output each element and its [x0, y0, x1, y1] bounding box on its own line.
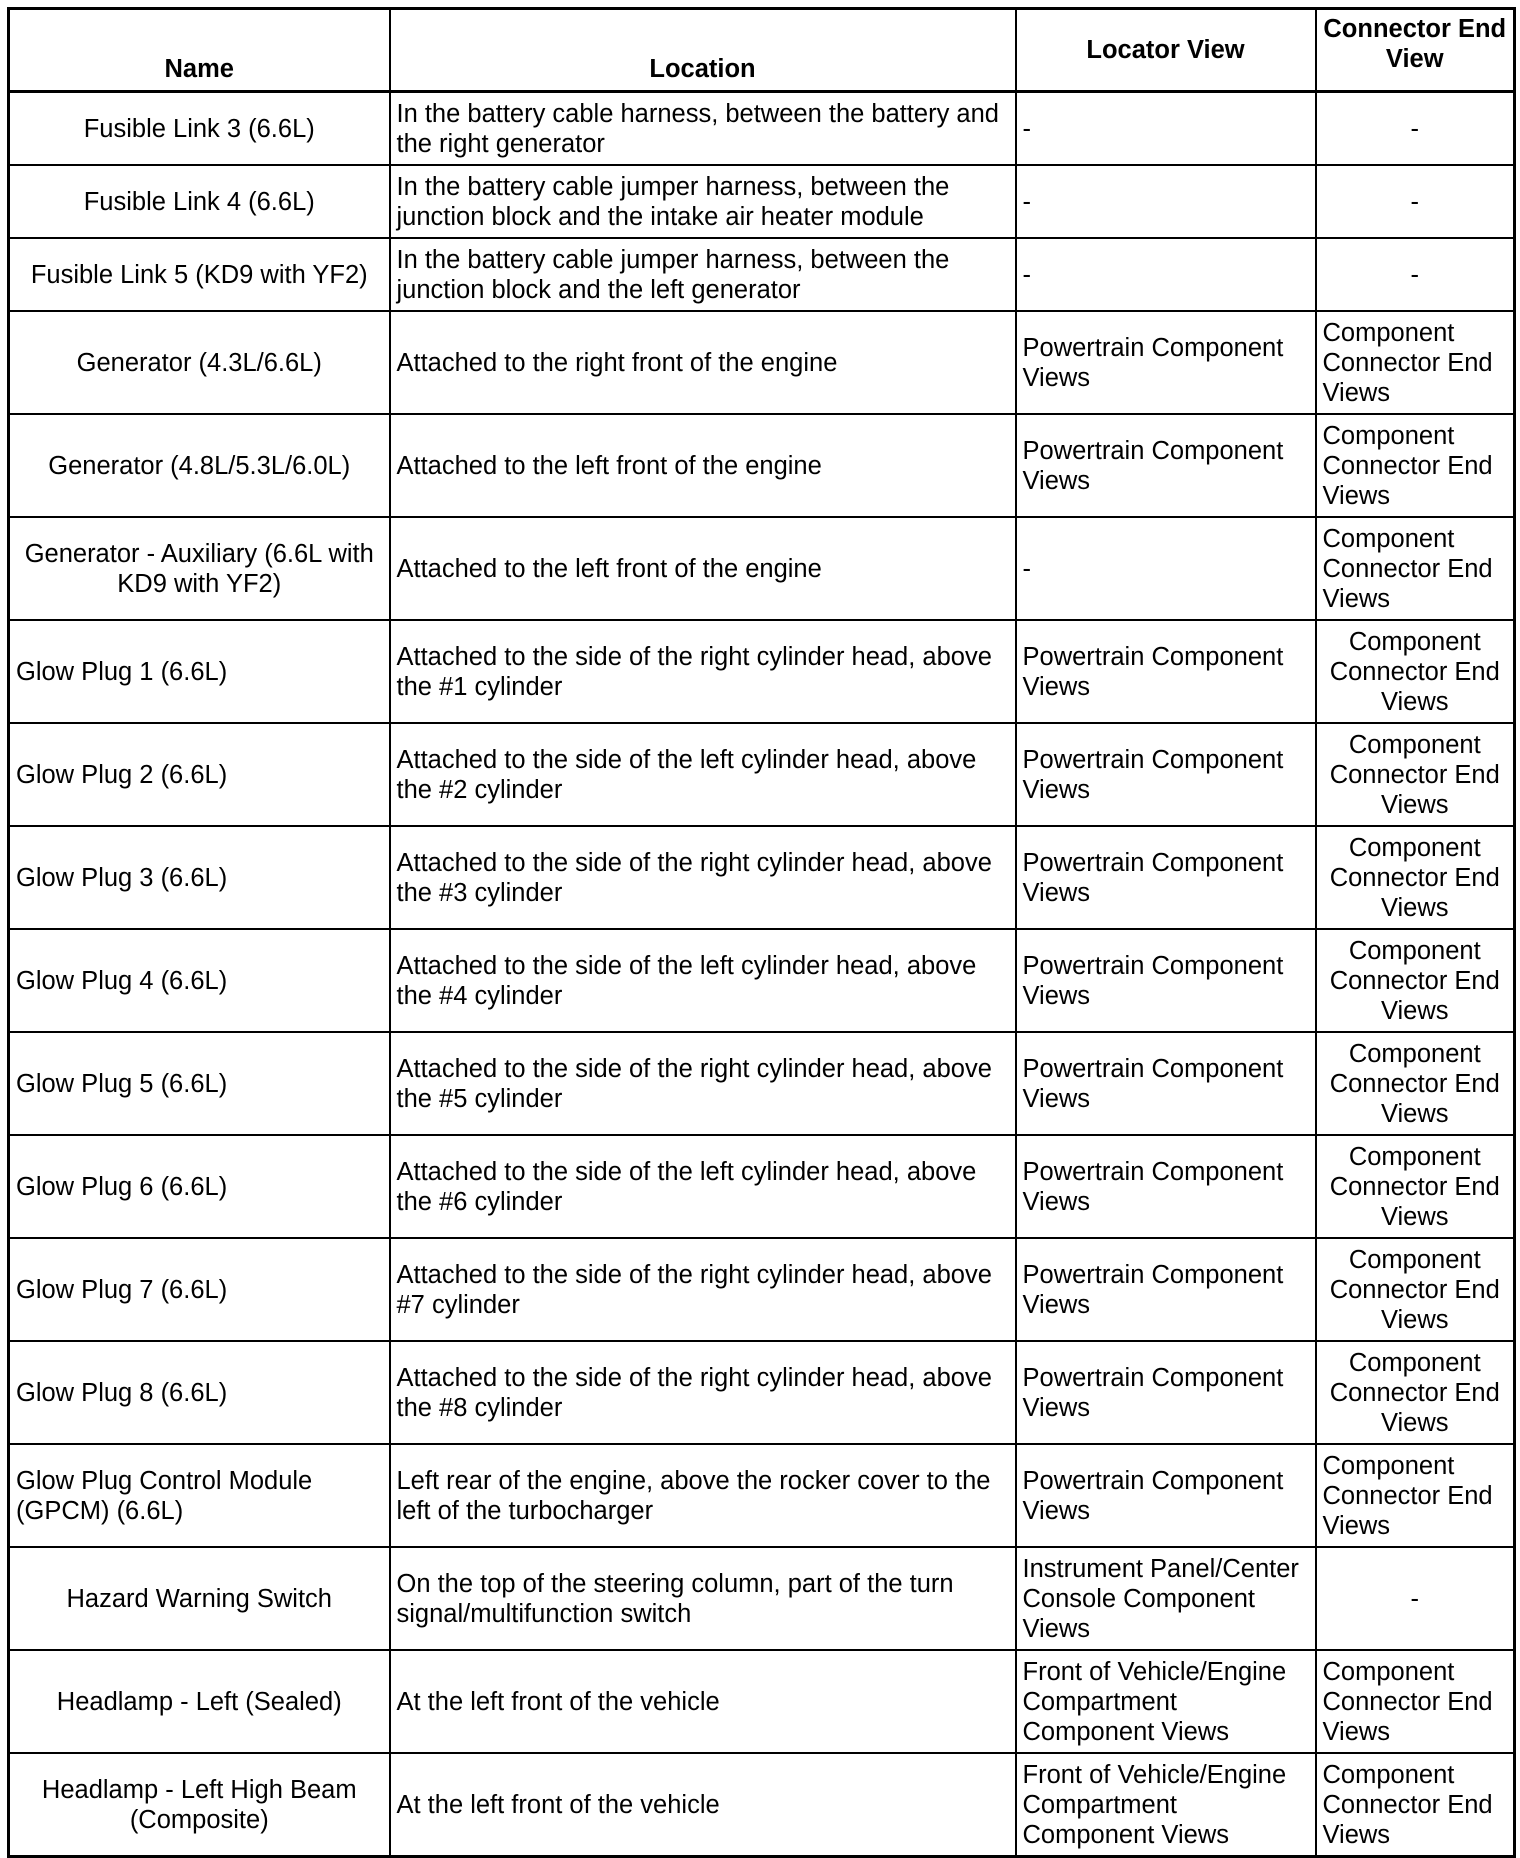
cell-name: Glow Plug 6 (6.6L)	[9, 1135, 390, 1238]
header-connector-end-view: Connector End View	[1316, 9, 1515, 92]
table-row	[9, 414, 1515, 517]
table-row	[9, 723, 1515, 826]
table-row	[9, 1650, 1515, 1753]
cell-name: Fusible Link 5 (KD9 with YF2)	[9, 238, 390, 311]
table-row	[9, 1341, 1515, 1444]
cell-location: On the top of the steering column, part of the turn signal/multifunction switch	[390, 1547, 1016, 1650]
table-row	[9, 92, 1515, 166]
cell-name: Glow Plug 4 (6.6L)	[9, 929, 390, 1032]
cell-name: Generator - Auxiliary (6.6L with KD9 with YF2)	[9, 517, 390, 620]
table-row	[9, 311, 1515, 414]
cell-location: Attached to the side of the left cylinder head, above the #4 cylinder	[390, 929, 1016, 1032]
cell-name: Hazard Warning Switch	[9, 1547, 390, 1650]
cell-connector-end-view: Component Connector End Views	[1316, 414, 1515, 517]
cell-location: Left rear of the engine, above the rocker cover to the left of the turbocharger	[390, 1444, 1016, 1547]
cell-connector-end-view: Component Connector End Views	[1316, 1032, 1515, 1135]
cell-locator-view: Front of Vehicle/Engine Compartment Component Views	[1016, 1650, 1316, 1753]
cell-location: Attached to the left front of the engine	[390, 414, 1016, 517]
cell-locator-view: Powertrain Component Views	[1016, 723, 1316, 826]
header-location: Location	[390, 9, 1016, 92]
table-row	[9, 1238, 1515, 1341]
cell-location: Attached to the side of the left cylinder head, above the #6 cylinder	[390, 1135, 1016, 1238]
cell-connector-end-view: Component Connector End Views	[1316, 1444, 1515, 1547]
cell-name: Glow Plug 1 (6.6L)	[9, 620, 390, 723]
table-row	[9, 1547, 1515, 1650]
cell-location: Attached to the side of the right cylinder head, above the #3 cylinder	[390, 826, 1016, 929]
cell-name: Fusible Link 3 (6.6L)	[9, 92, 390, 166]
cell-connector-end-view: Component Connector End Views	[1316, 1650, 1515, 1753]
cell-locator-view: -	[1016, 92, 1316, 166]
cell-locator-view: -	[1016, 517, 1316, 620]
cell-connector-end-view: -	[1316, 1547, 1515, 1650]
cell-name: Glow Plug 8 (6.6L)	[9, 1341, 390, 1444]
table-row	[9, 1753, 1515, 1857]
cell-locator-view: Powertrain Component Views	[1016, 1238, 1316, 1341]
header-name: Name	[9, 9, 390, 92]
table-row	[9, 929, 1515, 1032]
cell-name: Glow Plug 7 (6.6L)	[9, 1238, 390, 1341]
table-row	[9, 165, 1515, 238]
cell-locator-view: Powertrain Component Views	[1016, 1341, 1316, 1444]
cell-name: Fusible Link 4 (6.6L)	[9, 165, 390, 238]
cell-connector-end-view: Component Connector End Views	[1316, 723, 1515, 826]
cell-locator-view: Powertrain Component Views	[1016, 1444, 1316, 1547]
header-locator-view: Locator View	[1016, 9, 1316, 92]
cell-location: Attached to the side of the right cylinder head, above the #8 cylinder	[390, 1341, 1016, 1444]
cell-location: Attached to the right front of the engine	[390, 311, 1016, 414]
cell-connector-end-view: -	[1316, 165, 1515, 238]
cell-location: In the battery cable harness, between the battery and the right generator	[390, 92, 1016, 166]
cell-location: At the left front of the vehicle	[390, 1753, 1016, 1857]
table-row	[9, 826, 1515, 929]
cell-location: In the battery cable jumper harness, between the junction block and the intake air heater module	[390, 165, 1016, 238]
cell-connector-end-view: Component Connector End Views	[1316, 929, 1515, 1032]
cell-connector-end-view: Component Connector End Views	[1316, 620, 1515, 723]
table-row	[9, 1135, 1515, 1238]
cell-locator-view: -	[1016, 165, 1316, 238]
cell-name: Glow Plug 2 (6.6L)	[9, 723, 390, 826]
component-locator-table	[7, 7, 1516, 1858]
cell-location: Attached to the left front of the engine	[390, 517, 1016, 620]
table-row	[9, 238, 1515, 311]
table-row	[9, 1444, 1515, 1547]
cell-connector-end-view: Component Connector End Views	[1316, 311, 1515, 414]
cell-location: Attached to the side of the left cylinder head, above the #2 cylinder	[390, 723, 1016, 826]
table-row	[9, 517, 1515, 620]
cell-name: Glow Plug 5 (6.6L)	[9, 1032, 390, 1135]
table-row	[9, 620, 1515, 723]
cell-location: Attached to the side of the right cylinder head, above the #1 cylinder	[390, 620, 1016, 723]
cell-connector-end-view: Component Connector End Views	[1316, 1238, 1515, 1341]
cell-location: Attached to the side of the right cylinder head, above the #5 cylinder	[390, 1032, 1016, 1135]
cell-name: Generator (4.3L/6.6L)	[9, 311, 390, 414]
table-row	[9, 1032, 1515, 1135]
cell-name: Glow Plug 3 (6.6L)	[9, 826, 390, 929]
cell-location: In the battery cable jumper harness, between the junction block and the left generator	[390, 238, 1016, 311]
header-row	[9, 9, 1515, 92]
cell-locator-view: Powertrain Component Views	[1016, 311, 1316, 414]
cell-location: At the left front of the vehicle	[390, 1650, 1016, 1753]
cell-connector-end-view: -	[1316, 238, 1515, 311]
cell-connector-end-view: -	[1316, 92, 1515, 166]
cell-locator-view: Powertrain Component Views	[1016, 414, 1316, 517]
cell-name: Glow Plug Control Module (GPCM) (6.6L)	[9, 1444, 390, 1547]
cell-connector-end-view: Component Connector End Views	[1316, 517, 1515, 620]
cell-connector-end-view: Component Connector End Views	[1316, 826, 1515, 929]
cell-name: Headlamp - Left High Beam (Composite)	[9, 1753, 390, 1857]
cell-locator-view: -	[1016, 238, 1316, 311]
cell-locator-view: Powertrain Component Views	[1016, 620, 1316, 723]
cell-connector-end-view: Component Connector End Views	[1316, 1753, 1515, 1857]
cell-name: Headlamp - Left (Sealed)	[9, 1650, 390, 1753]
cell-locator-view: Front of Vehicle/Engine Compartment Component Views	[1016, 1753, 1316, 1857]
table-body	[9, 92, 1515, 1857]
cell-name: Generator (4.8L/5.3L/6.0L)	[9, 414, 390, 517]
cell-locator-view: Powertrain Component Views	[1016, 1135, 1316, 1238]
cell-locator-view: Powertrain Component Views	[1016, 826, 1316, 929]
cell-locator-view: Powertrain Component Views	[1016, 929, 1316, 1032]
cell-locator-view: Powertrain Component Views	[1016, 1032, 1316, 1135]
cell-connector-end-view: Component Connector End Views	[1316, 1341, 1515, 1444]
cell-locator-view: Instrument Panel/Center Console Component Views	[1016, 1547, 1316, 1650]
cell-connector-end-view: Component Connector End Views	[1316, 1135, 1515, 1238]
cell-location: Attached to the side of the right cylinder head, above #7 cylinder	[390, 1238, 1016, 1341]
